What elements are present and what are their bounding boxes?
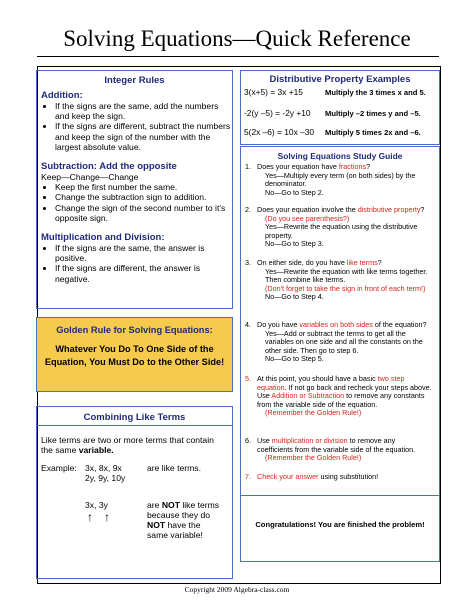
arrow-up-icon: ↑ bbox=[104, 510, 110, 524]
example-not-line-2: because they do bbox=[147, 510, 211, 520]
step-no: No—Go to Step 4. bbox=[265, 292, 324, 302]
distributive-heading: Distributive Property Examples bbox=[269, 74, 411, 85]
step-highlight: (Remember the Golden Rule!) bbox=[265, 453, 362, 463]
step-highlight: (Do you see parenthesis?) bbox=[265, 213, 350, 223]
step-4 bbox=[245, 321, 433, 364]
distributive-equation: -2(y –5) = -2y +10 bbox=[244, 108, 311, 118]
golden-rule-body: Whatever You Do To One Side of the Equation, You Must Do to the Other Side! bbox=[44, 344, 225, 367]
step-text: Use bbox=[257, 436, 272, 445]
step-highlight: Addition or Subtraction bbox=[271, 391, 345, 401]
combining-heading: Combining Like Terms bbox=[83, 412, 186, 423]
step-no: No—Go to Step 5. bbox=[265, 354, 324, 364]
combining-intro bbox=[41, 435, 227, 455]
step-text: Do you have bbox=[257, 320, 300, 329]
step-highlight: distributive property bbox=[357, 205, 421, 214]
step-text: of the equation? bbox=[372, 320, 427, 329]
list-item: • If the signs are different, subtract the numbers and keep the sign of the number with the largest absolute value. bbox=[55, 121, 232, 152]
step-yes: Yes—Multiply every term (on both sides) by the denominator. bbox=[265, 170, 416, 189]
distributive-equation: 3(x+5) = 3x +15 bbox=[244, 87, 303, 97]
step-highlight: fractions bbox=[338, 162, 367, 171]
example-not-line-4: same variable! bbox=[147, 530, 203, 540]
step-number: 7. bbox=[245, 472, 251, 481]
step-highlight: two step equation bbox=[257, 374, 405, 392]
distributive-note: Multiply –2 times y and –5. bbox=[325, 109, 421, 118]
not-text-bold-2: NOT bbox=[147, 520, 166, 530]
golden-rule-heading: Golden Rule for Solving Equations: bbox=[56, 325, 213, 335]
not-text-d: have the bbox=[165, 520, 201, 530]
step-number: 2. bbox=[245, 205, 251, 214]
step-number: 4. bbox=[245, 320, 251, 329]
example-not-line-1 bbox=[147, 500, 219, 510]
step-yes: Yes—Add or subtract the terms to get all the variables on one side and all the constants on the other side. Then go to step 6. bbox=[265, 328, 423, 355]
step-text: . If not go back and recheck your steps above. bbox=[284, 382, 432, 392]
step-text: ? bbox=[366, 162, 371, 171]
step-highlight: multiplication or division bbox=[271, 436, 348, 445]
step-3 bbox=[245, 259, 433, 302]
step-6 bbox=[245, 437, 433, 463]
step-number: 5. bbox=[245, 374, 251, 383]
subtraction-heading: Subtraction: Add the opposite bbox=[41, 161, 177, 173]
distributive-note: Multiply 5 times 2x and –6. bbox=[325, 128, 421, 137]
step-yes: Yes—Rewrite the equation using the distributive property. bbox=[265, 222, 418, 240]
not-text-bold: NOT bbox=[161, 500, 180, 510]
study-guide-box bbox=[240, 146, 440, 562]
step-no: No—Go to Step 3. bbox=[265, 239, 324, 249]
list-item: • If the signs are the same, the answer is positive. bbox=[55, 243, 232, 263]
distributive-property-box bbox=[240, 70, 440, 145]
addition-heading: Addition: bbox=[41, 90, 83, 101]
combining-like-terms-box bbox=[36, 406, 233, 579]
subtraction-intro: Keep—Change—Change bbox=[41, 172, 139, 183]
distributive-equation: 5(2x –6) = 10x –30 bbox=[244, 127, 315, 137]
step-text: to remove any coefficients from the variable side of the equation. bbox=[257, 436, 416, 454]
golden-rule-box bbox=[36, 317, 233, 392]
page-title: Solving Equations—Quick Reference bbox=[63, 26, 411, 51]
list-item: • Keep the first number the same. bbox=[55, 182, 232, 192]
example-like-text: are like terms. bbox=[147, 463, 201, 473]
study-guide-heading: Solving Equations Study Guide bbox=[277, 151, 403, 161]
example-label: Example: bbox=[41, 463, 77, 473]
list-item: • Change the sign of the second number to it's opposite sign. bbox=[55, 203, 232, 223]
list-item: • If the signs are the same, add the numbers and keep the sign. bbox=[55, 101, 232, 121]
step-text: ? bbox=[377, 258, 382, 267]
step-number: 1. bbox=[245, 162, 251, 171]
congratulations-text: Congratulations! You are finished the problem! bbox=[255, 520, 425, 529]
step-text: Does your equation involve the bbox=[257, 205, 358, 214]
subtraction-list bbox=[41, 182, 232, 223]
combining-intro-text: Like terms are two or more terms that contain the same bbox=[41, 435, 214, 456]
copyright-footer: Copyright 2009 Algebra-class.com bbox=[184, 585, 290, 594]
integer-rules-box bbox=[36, 70, 233, 309]
step-text: Does your equation have bbox=[257, 162, 339, 171]
step-1 bbox=[245, 163, 433, 197]
step-text: On either side, do you have bbox=[257, 258, 347, 267]
step-number: 6. bbox=[245, 436, 251, 445]
multiplication-list bbox=[41, 243, 232, 284]
list-item: • Change the subtraction sign to addition. bbox=[55, 192, 232, 202]
step-text: to remove any constants from the variable side of the equation. bbox=[257, 391, 425, 409]
arrow-up-icon: ↑ bbox=[87, 510, 93, 524]
example-terms-3: 3x, 3y bbox=[85, 500, 108, 510]
step-text: At this point, you should have a basic bbox=[257, 374, 378, 383]
step-highlight: (Don't forget to take the sign in front of each term!) bbox=[265, 283, 426, 293]
step-highlight: Check your answer bbox=[257, 472, 319, 481]
divider bbox=[241, 495, 439, 496]
step-highlight: like terms bbox=[346, 258, 378, 267]
example-terms-2: 2y, 9y, 10y bbox=[85, 473, 126, 483]
multiplication-heading: Multiplication and Division: bbox=[41, 232, 165, 244]
divider bbox=[37, 425, 232, 426]
addition-list bbox=[41, 101, 232, 152]
example-terms-1: 3x, 8x, 9x bbox=[85, 463, 122, 473]
integer-rules-heading: Integer Rules bbox=[104, 75, 165, 86]
step-7 bbox=[245, 473, 433, 482]
step-no: No—Go to Step 2. bbox=[265, 187, 324, 197]
step-text: ? bbox=[420, 205, 425, 214]
step-text: using substitution! bbox=[318, 472, 379, 481]
step-2 bbox=[245, 206, 433, 249]
step-text: Use bbox=[257, 391, 272, 401]
combining-intro-variable: variable. bbox=[78, 445, 114, 456]
title-rule bbox=[37, 56, 439, 57]
distributive-note: Multiply the 3 times x and 5. bbox=[325, 88, 426, 97]
step-highlight: variables on both sides bbox=[299, 320, 373, 329]
step-highlight: (Remember the Golden Rule!) bbox=[265, 408, 362, 418]
step-number: 3. bbox=[245, 258, 251, 267]
step-yes: Yes—Rewrite the equation with like terms together. Then combine like terms. bbox=[265, 266, 428, 285]
not-text-a: are bbox=[147, 500, 162, 510]
example-not-line-3 bbox=[147, 520, 201, 530]
list-item: • If the signs are different, the answer is negative. bbox=[55, 263, 232, 283]
step-5 bbox=[245, 375, 433, 418]
not-text-c: like terms bbox=[179, 500, 220, 510]
